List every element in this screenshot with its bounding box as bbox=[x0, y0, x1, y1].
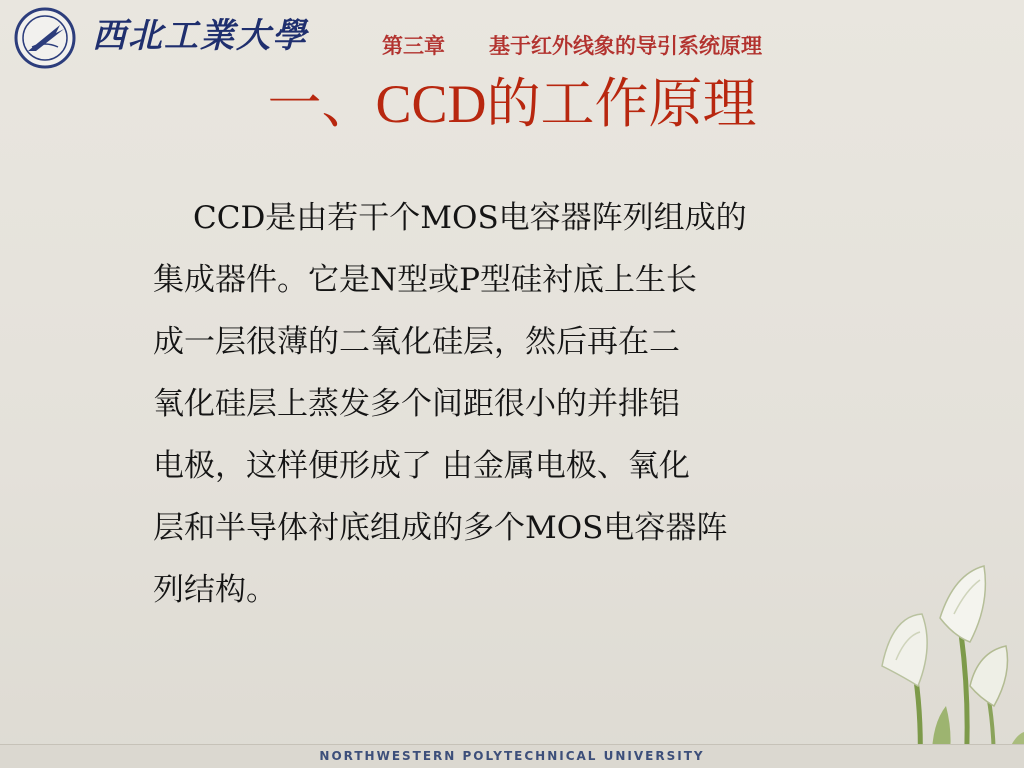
chapter-title: 基于红外线象的导引系统原理 bbox=[489, 34, 762, 58]
body-line: 电极，这样便形成了 由金属电极、氧化 bbox=[153, 448, 690, 484]
body-line: 氧化硅层上蒸发多个间距很小的并排铝 bbox=[153, 386, 680, 422]
footer-divider bbox=[0, 744, 1024, 745]
body-line: 集成器件。它是N型或P型硅衬底上生长 bbox=[153, 262, 697, 298]
chapter-number: 第三章 bbox=[382, 34, 445, 58]
school-name: 西北工業大學 bbox=[92, 16, 308, 56]
body-line: 列结构。 bbox=[153, 572, 277, 608]
body-line: 成一层很薄的二氧化硅层，然后再在二 bbox=[153, 324, 680, 360]
university-seal-icon bbox=[14, 7, 76, 69]
body-line: CCD是由若干个MOS电容器阵列组成的 bbox=[193, 200, 747, 236]
slide-title: 一、CCD的工作原理 bbox=[267, 74, 757, 134]
footer-university-name: NORTHWESTERN POLYTECHNICAL UNIVERSITY bbox=[319, 749, 705, 763]
body-line: 层和半导体衬底组成的多个MOS电容器阵 bbox=[153, 510, 728, 546]
calla-lily-decoration bbox=[862, 556, 1024, 768]
body-paragraph bbox=[153, 187, 853, 621]
chapter-heading bbox=[382, 30, 762, 62]
